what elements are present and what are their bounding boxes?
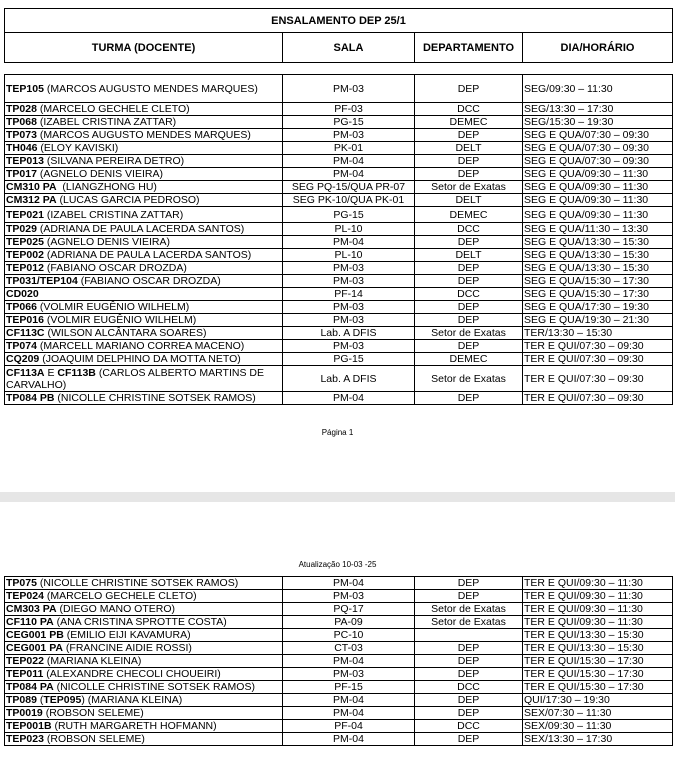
table-row [5, 223, 673, 236]
table-header-row [5, 33, 673, 63]
table-row [5, 603, 673, 616]
class-code: TP074 [6, 340, 37, 352]
table-row [5, 129, 673, 142]
class-code: TEP025 [6, 236, 44, 248]
teacher-name: (ALEXANDRE CHECOLI CHOUEIRI) [43, 668, 221, 680]
teacher-name: ) (MARIANA KLEINA) [81, 694, 183, 706]
class-code: TEP105 [6, 82, 44, 95]
class-code-joiner: ( [36, 694, 44, 706]
table-row [5, 236, 673, 249]
table-row [5, 155, 673, 168]
teacher-name: (WILSON ALCÂNTARA SOARES) [44, 327, 207, 339]
cell-turma [5, 629, 283, 642]
cell-departamento: DEP [415, 75, 523, 103]
cell-sala: Lab. A DFIS [283, 327, 415, 340]
cell-turma [5, 616, 283, 629]
table-row [5, 642, 673, 655]
cell-departamento: DEMEC [415, 207, 523, 223]
table-row [5, 327, 673, 340]
cell-dia-horario: SEG E QUA/09:30 – 11:30 [523, 181, 673, 194]
cell-sala: PM-04 [283, 392, 415, 405]
cell-sala: PM-04 [283, 655, 415, 668]
cell-sala: PM-04 [283, 577, 415, 590]
cell-sala: PM-03 [283, 668, 415, 681]
cell-turma [5, 181, 283, 194]
cell-turma [5, 314, 283, 327]
cell-sala: CT-03 [283, 642, 415, 655]
table-row [5, 249, 673, 262]
class-code: CM312 PA [6, 194, 57, 206]
cell-departamento: DELT [415, 194, 523, 207]
cell-departamento: DEMEC [415, 353, 523, 366]
schedule-table-page-1 [4, 74, 673, 405]
cell-turma [5, 262, 283, 275]
cell-departamento: DEP [415, 707, 523, 720]
cell-turma [5, 155, 283, 168]
cell-turma [5, 194, 283, 207]
cell-dia-horario: TER E QUI/07:30 – 09:30 [523, 366, 673, 392]
class-code: CD020 [6, 288, 39, 300]
table-row [5, 288, 673, 301]
class-code: TEP023 [6, 733, 44, 745]
table-row [5, 142, 673, 155]
cell-departamento: DEP [415, 392, 523, 405]
cell-sala: PG-15 [283, 207, 415, 223]
cell-departamento: Setor de Exatas [415, 366, 523, 392]
cell-sala: PM-03 [283, 275, 415, 288]
class-code: TP0019 [6, 707, 43, 719]
cell-sala: PL-10 [283, 249, 415, 262]
class-code: TEP024 [6, 590, 44, 602]
table-row [5, 207, 673, 223]
page-separator [0, 492, 675, 502]
class-code: CF113C [6, 327, 45, 339]
teacher-name: (MARCOS AUGUSTO MENDES MARQUES) [43, 82, 258, 95]
table-row [5, 668, 673, 681]
cell-dia-horario: TER E QUI/07:30 – 09:30 [523, 392, 673, 405]
schedule-table-page-2 [4, 576, 673, 746]
cell-sala: SEG PQ-15/QUA PR-07 [283, 181, 415, 194]
class-code: TP029 [6, 223, 37, 235]
cell-departamento: DEP [415, 590, 523, 603]
cell-departamento: DEP [415, 694, 523, 707]
teacher-name: (ROBSON SELEME) [42, 707, 144, 719]
cell-dia-horario: TER E QUI/13:30 – 15:30 [523, 642, 673, 655]
cell-sala: PM-03 [283, 262, 415, 275]
teacher-name: (LIANGZHONG HU) [56, 181, 157, 193]
class-code: TEP012 [6, 262, 44, 274]
class-code: TEP011 [6, 668, 44, 680]
class-code: TP028 [6, 103, 37, 115]
table-row [5, 366, 673, 392]
document-page-2 [0, 502, 675, 765]
cell-turma [5, 694, 283, 707]
table-row [5, 275, 673, 288]
cell-departamento: DEP [415, 577, 523, 590]
cell-dia-horario: TER E QUI/09:30 – 11:30 [523, 603, 673, 616]
cell-dia-horario: SEG E QUA/15:30 – 17:30 [523, 288, 673, 301]
teacher-name: (FABIANO OSCAR DROZDA) [43, 262, 187, 274]
table-row [5, 75, 673, 103]
teacher-name: (MARCELL MARIANO CORREA MACENO) [36, 340, 245, 352]
cell-departamento: DEP [415, 168, 523, 181]
table-row [5, 314, 673, 327]
class-code: CM303 PA [6, 603, 57, 615]
table-row [5, 168, 673, 181]
cell-sala: PK-01 [283, 142, 415, 155]
table-row [5, 262, 673, 275]
teacher-name: (SILVANA PEREIRA DETRO) [43, 155, 185, 167]
teacher-name: (ELOY KAVISKI) [37, 142, 119, 154]
cell-dia-horario: TER E QUI/15:30 – 17:30 [523, 681, 673, 694]
cell-sala: PG-15 [283, 353, 415, 366]
table-row [5, 655, 673, 668]
cell-sala: PM-03 [283, 314, 415, 327]
cell-dia-horario: TER E QUI/07:30 – 09:30 [523, 353, 673, 366]
cell-dia-horario: SEX/09:30 – 11:30 [523, 720, 673, 733]
cell-sala: PC-10 [283, 629, 415, 642]
cell-dia-horario: SEG/09:30 – 11:30 [523, 75, 673, 103]
teacher-name: (DIEGO MANO OTERO) [56, 603, 175, 615]
cell-departamento: Setor de Exatas [415, 603, 523, 616]
teacher-name: (IZABEL CRISTINA ZATTAR) [43, 208, 184, 221]
cell-departamento: Setor de Exatas [415, 327, 523, 340]
class-code: CF110 PA [6, 616, 54, 628]
table-row [5, 194, 673, 207]
cell-dia-horario: TER E QUI/07:30 – 09:30 [523, 340, 673, 353]
teacher-name: (CARLOS ALBERTO MARTINS DE CARVALHO) [6, 366, 267, 391]
cell-sala: PM-03 [283, 129, 415, 142]
table-row [5, 694, 673, 707]
cell-departamento: DEP [415, 668, 523, 681]
cell-turma [5, 340, 283, 353]
class-code: TP017 [6, 168, 37, 180]
cell-sala: PM-04 [283, 155, 415, 168]
cell-departamento: Setor de Exatas [415, 181, 523, 194]
cell-departamento: DCC [415, 681, 523, 694]
teacher-name: (ANA CRISTINA SPROTTE COSTA) [53, 616, 227, 628]
cell-departamento: DEP [415, 340, 523, 353]
cell-turma [5, 223, 283, 236]
cell-dia-horario: SEG E QUA/15:30 – 17:30 [523, 275, 673, 288]
cell-turma [5, 577, 283, 590]
cell-turma [5, 168, 283, 181]
teacher-name: (AGNELO DENIS VIEIRA) [43, 236, 170, 248]
cell-turma [5, 327, 283, 340]
cell-departamento: DCC [415, 223, 523, 236]
cell-turma [5, 142, 283, 155]
class-code: TEP016 [6, 314, 44, 326]
table-row [5, 116, 673, 129]
cell-departamento: DELT [415, 142, 523, 155]
cell-dia-horario: SEG E QUA/11:30 – 13:30 [523, 223, 673, 236]
class-code: TP031/TEP104 [6, 275, 78, 287]
document-title: ENSALAMENTO DEP 25/1 [5, 9, 673, 33]
cell-turma [5, 275, 283, 288]
teacher-name: (MARCOS AUGUSTO MENDES MARQUES) [36, 129, 251, 141]
teacher-name: (AGNELO DENIS VIEIRA) [36, 168, 163, 180]
table-row [5, 353, 673, 366]
page-number: Página 1 [321, 428, 354, 437]
table-row [5, 181, 673, 194]
cell-turma [5, 207, 283, 223]
cell-sala: Lab. A DFIS [283, 366, 415, 392]
cell-turma [5, 392, 283, 405]
cell-departamento: DEP [415, 314, 523, 327]
teacher-name: (NICOLLE CHRISTINE SOTSEK RAMOS) [36, 577, 239, 589]
cell-sala: PF-14 [283, 288, 415, 301]
teacher-name: (MARIANA KLEINA) [43, 655, 142, 667]
cell-sala: PM-04 [283, 694, 415, 707]
teacher-name: (VOLMIR EUGÊNIO WILHELM) [36, 301, 190, 313]
cell-departamento: DEP [415, 301, 523, 314]
header-departamento: DEPARTAMENTO [415, 33, 523, 63]
class-code: TEP022 [6, 655, 44, 667]
cell-dia-horario: TER E QUI/13:30 – 15:30 [523, 629, 673, 642]
class-code: TEP001B [6, 720, 52, 732]
table-row [5, 340, 673, 353]
cell-dia-horario: SEG E QUA/07:30 – 09:30 [523, 129, 673, 142]
teacher-name: (ADRIANA DE PAULA LACERDA SANTOS) [43, 249, 252, 261]
cell-turma [5, 668, 283, 681]
cell-dia-horario: SEG E QUA/13:30 – 15:30 [523, 249, 673, 262]
header-sala: SALA [283, 33, 415, 63]
cell-dia-horario: TER E QUI/15:30 – 17:30 [523, 655, 673, 668]
cell-sala: SEG PK-10/QUA PK-01 [283, 194, 415, 207]
cell-departamento: DEMEC [415, 116, 523, 129]
cell-sala: PM-03 [283, 590, 415, 603]
cell-dia-horario: SEX/13:30 – 17:30 [523, 733, 673, 746]
header-turma: TURMA (DOCENTE) [5, 33, 283, 63]
cell-dia-horario: SEG E QUA/19:30 – 21:30 [523, 314, 673, 327]
teacher-name: (RUTH MARGARETH HOFMANN) [51, 720, 217, 732]
teacher-name: (JOAQUIM DELPHINO DA MOTTA NETO) [39, 353, 241, 365]
cell-departamento: DEP [415, 642, 523, 655]
class-code: TP089 [6, 694, 37, 706]
teacher-name: (NICOLLE CHRISTINE SOTSEK RAMOS) [53, 681, 255, 693]
class-code: CF113A [6, 366, 45, 379]
teacher-name: (ROBSON SELEME) [43, 733, 145, 745]
cell-dia-horario: TER/13:30 – 15:30 [523, 327, 673, 340]
cell-sala: PM-04 [283, 168, 415, 181]
cell-turma [5, 301, 283, 314]
table-row [5, 103, 673, 116]
cell-dia-horario: SEG E QUA/09:30 – 11:30 [523, 168, 673, 181]
class-code: CQ209 [6, 353, 40, 365]
teacher-name: (MARCELO GECHELE CLETO) [36, 103, 190, 115]
cell-dia-horario: TER E QUI/09:30 – 11:30 [523, 577, 673, 590]
cell-departamento: DCC [415, 103, 523, 116]
cell-dia-horario: TER E QUI/09:30 – 11:30 [523, 616, 673, 629]
table-row [5, 577, 673, 590]
teacher-name: (ADRIANA DE PAULA LACERDA SANTOS) [36, 223, 245, 235]
class-code: CM310 PA [6, 181, 57, 193]
teacher-name: (MARCELO GECHELE CLETO) [43, 590, 197, 602]
cell-turma [5, 655, 283, 668]
cell-turma [5, 353, 283, 366]
cell-departamento: DEP [415, 733, 523, 746]
cell-dia-horario: QUI/17:30 – 19:30 [523, 694, 673, 707]
cell-sala: PM-04 [283, 236, 415, 249]
cell-turma [5, 288, 283, 301]
cell-turma [5, 103, 283, 116]
class-code: TP075 [6, 577, 37, 589]
cell-dia-horario: SEG E QUA/09:30 – 11:30 [523, 194, 673, 207]
cell-departamento: DCC [415, 720, 523, 733]
cell-turma [5, 75, 283, 103]
cell-dia-horario: SEG E QUA/13:30 – 15:30 [523, 262, 673, 275]
teacher-name: (LUCAS GARCIA PEDROSO) [56, 194, 200, 206]
teacher-name: (IZABEL CRISTINA ZATTAR) [36, 116, 177, 128]
cell-departamento: DEP [415, 236, 523, 249]
cell-sala: PM-03 [283, 75, 415, 103]
class-code: TP073 [6, 129, 37, 141]
cell-departamento: DCC [415, 288, 523, 301]
cell-turma [5, 681, 283, 694]
class-code-secondary: CF113B [57, 366, 96, 379]
class-code-joiner: E [44, 366, 58, 379]
cell-sala: PM-03 [283, 340, 415, 353]
class-code: TP084 PB [6, 392, 55, 404]
cell-departamento: DEP [415, 129, 523, 142]
table-row [5, 616, 673, 629]
cell-departamento: DEP [415, 155, 523, 168]
table-row [5, 590, 673, 603]
cell-dia-horario: SEG E QUA/09:30 – 11:30 [523, 207, 673, 223]
cell-turma [5, 129, 283, 142]
cell-sala: PF-04 [283, 720, 415, 733]
class-code: TP084 PA [6, 681, 54, 693]
table-row [5, 301, 673, 314]
cell-departamento: DEP [415, 275, 523, 288]
table-row [5, 629, 673, 642]
class-code: TP068 [6, 116, 37, 128]
cell-dia-horario: SEX/07:30 – 11:30 [523, 707, 673, 720]
table-row [5, 720, 673, 733]
cell-dia-horario: TER E QUI/09:30 – 11:30 [523, 590, 673, 603]
cell-dia-horario: TER E QUI/15:30 – 17:30 [523, 668, 673, 681]
cell-dia-horario: SEG/13:30 – 17:30 [523, 103, 673, 116]
cell-turma [5, 590, 283, 603]
schedule-title-table [4, 8, 673, 63]
table-row [5, 733, 673, 746]
update-date: Atualização 10-03 -25 [298, 560, 377, 569]
teacher-name: (FABIANO OSCAR DROZDA) [77, 275, 221, 287]
class-code: TEP021 [6, 208, 44, 221]
teacher-name: (FRANCINE AIDIE ROSSI) [63, 642, 192, 654]
teacher-name: (EMILIO EIJI KAVAMURA) [63, 629, 191, 641]
cell-dia-horario: SEG E QUA/13:30 – 15:30 [523, 236, 673, 249]
cell-turma [5, 603, 283, 616]
cell-dia-horario: SEG E QUA/17:30 – 19:30 [523, 301, 673, 314]
cell-departamento: DEP [415, 262, 523, 275]
cell-sala: PF-03 [283, 103, 415, 116]
cell-dia-horario: SEG E QUA/07:30 – 09:30 [523, 142, 673, 155]
cell-sala: PM-04 [283, 733, 415, 746]
class-code: TEP002 [6, 249, 44, 261]
cell-turma [5, 236, 283, 249]
teacher-name: (NICOLLE CHRISTINE SOTSEK RAMOS) [54, 392, 256, 404]
cell-turma [5, 733, 283, 746]
class-code: CEG001 PB [6, 629, 64, 641]
cell-dia-horario: SEG/15:30 – 19:30 [523, 116, 673, 129]
cell-turma [5, 116, 283, 129]
cell-departamento: DELT [415, 249, 523, 262]
cell-departamento: DEP [415, 655, 523, 668]
table-row [5, 392, 673, 405]
cell-sala: PQ-17 [283, 603, 415, 616]
class-code: TEP013 [6, 155, 44, 167]
class-code: TP066 [6, 301, 37, 313]
class-code-secondary: TEP095 [43, 694, 82, 706]
header-dia-horario: DIA/HORÁRIO [523, 33, 673, 63]
cell-turma [5, 720, 283, 733]
cell-turma [5, 249, 283, 262]
cell-sala: PM-03 [283, 301, 415, 314]
cell-departamento: Setor de Exatas [415, 616, 523, 629]
cell-departamento [415, 629, 523, 642]
cell-sala: PA-09 [283, 616, 415, 629]
cell-sala: PM-04 [283, 707, 415, 720]
class-code: CEG001 PA [6, 642, 63, 654]
class-code: TH046 [6, 142, 38, 154]
cell-sala: PL-10 [283, 223, 415, 236]
cell-sala: PG-15 [283, 116, 415, 129]
cell-turma [5, 707, 283, 720]
table-row [5, 707, 673, 720]
teacher-name: (VOLMIR EUGÊNIO WILHELM) [43, 314, 197, 326]
cell-dia-horario: SEG E QUA/07:30 – 09:30 [523, 155, 673, 168]
table-row [5, 681, 673, 694]
cell-turma [5, 366, 283, 392]
cell-turma [5, 642, 283, 655]
cell-sala: PF-15 [283, 681, 415, 694]
